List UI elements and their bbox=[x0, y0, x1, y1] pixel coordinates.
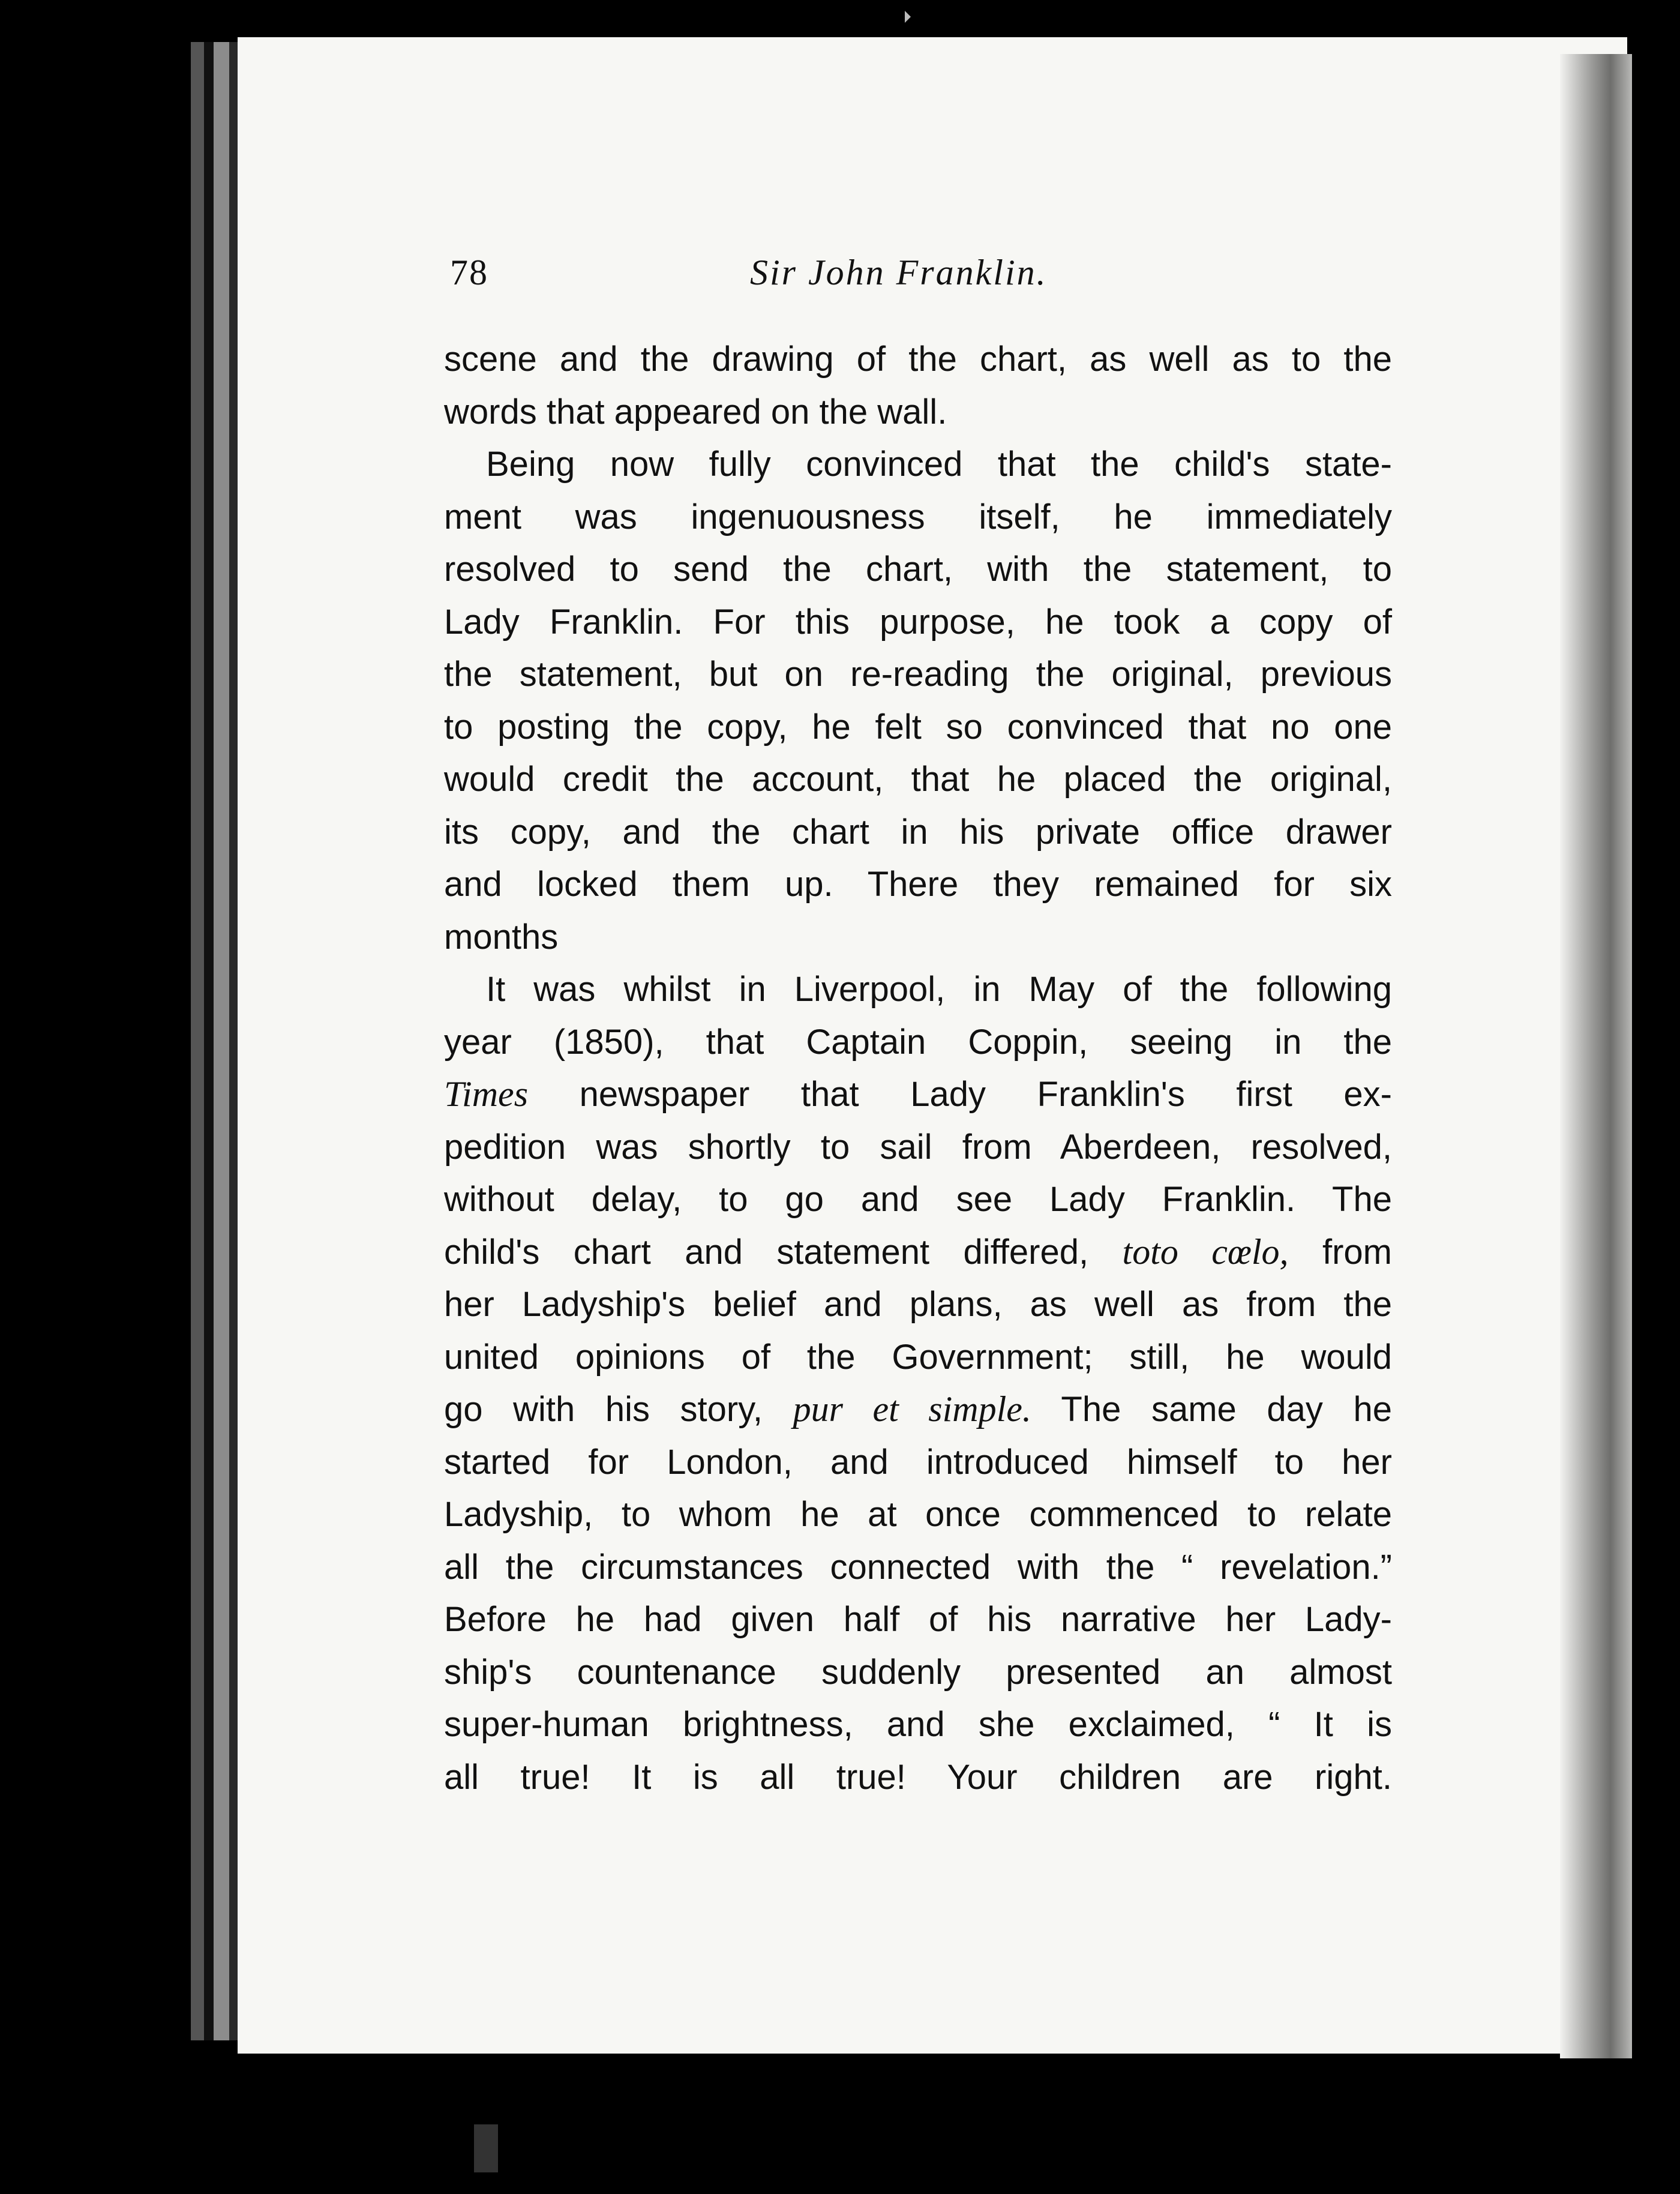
text-line: all true! It is all true! Your children are right. bbox=[444, 1757, 1392, 1797]
text-line: words that appeared on the wall. bbox=[444, 392, 947, 431]
text-line: Lady Franklin. For this purpose, he took a copy of bbox=[444, 602, 1392, 642]
text-line: months bbox=[444, 917, 559, 957]
text-line: ment was ingenuousness itself, he immediately bbox=[444, 497, 1392, 536]
text-line: without delay, to go and see Lady Franklin. The bbox=[444, 1180, 1392, 1219]
text-line: would credit the account, that he placed the original, bbox=[444, 760, 1392, 799]
text-line: pedition was shortly to sail from Aberdeen, resolved, bbox=[444, 1127, 1392, 1167]
scan-border bbox=[1632, 0, 1680, 2194]
text-line: go with his story, pur et simple. The same day he bbox=[444, 1389, 1392, 1429]
text-line: It was whilst in Liverpool, in May of the following bbox=[486, 970, 1392, 1009]
text-line: scene and the drawing of the chart, as well as to the bbox=[444, 340, 1392, 379]
page-edge-shadow bbox=[1560, 54, 1632, 2058]
text-line: to posting the copy, he felt so convinced that no one bbox=[444, 707, 1392, 747]
italic-text: Times bbox=[444, 1074, 529, 1114]
italic-text: pur et simple. bbox=[793, 1389, 1031, 1429]
binding-edge bbox=[204, 42, 214, 2040]
text-line: Ladyship, to whom he at once commenced to relate bbox=[444, 1495, 1392, 1534]
text-line: child's chart and statement differed, toto cœlo, from bbox=[444, 1231, 1392, 1272]
scan-mark bbox=[905, 11, 911, 23]
binding-edge bbox=[191, 42, 204, 2040]
text-line: Before he had given half of his narrative her Lady- bbox=[444, 1600, 1392, 1639]
text-line: ship's countenance suddenly presented an almost bbox=[444, 1652, 1392, 1692]
body-text bbox=[444, 333, 1392, 1803]
text-line: united opinions of the Government; still, he would bbox=[444, 1337, 1392, 1377]
text-line: super-human brightness, and she exclaimed, “ It is bbox=[444, 1705, 1392, 1744]
scan-debris bbox=[474, 2124, 498, 2172]
text-line: and locked them up. There they remained for six bbox=[444, 865, 1392, 904]
running-title: Sir John Franklin. bbox=[750, 253, 1048, 292]
text-line: her Ladyship's belief and plans, as well as from the bbox=[444, 1285, 1392, 1324]
binding-edge bbox=[214, 42, 229, 2040]
text-line: started for London, and introduced himself to her bbox=[444, 1442, 1392, 1482]
page-number: 78 bbox=[450, 253, 488, 292]
text-line: all the circumstances connected with the “ revelation.” bbox=[444, 1547, 1392, 1587]
text-line: Times newspaper that Lady Franklin's first ex- bbox=[444, 1074, 1392, 1114]
text-line: year (1850), that Captain Coppin, seeing in the bbox=[444, 1022, 1392, 1062]
italic-text: toto cœlo, bbox=[1122, 1231, 1289, 1272]
binding-edge bbox=[229, 42, 238, 2040]
text-line: Being now fully convinced that the child's state- bbox=[486, 445, 1392, 484]
text-line: its copy, and the chart in his private office drawer bbox=[444, 812, 1392, 852]
text-line: resolved to send the chart, with the statement, to bbox=[444, 550, 1392, 589]
running-header bbox=[450, 252, 1530, 306]
text-line: the statement, but on re-reading the original, previous bbox=[444, 655, 1392, 694]
